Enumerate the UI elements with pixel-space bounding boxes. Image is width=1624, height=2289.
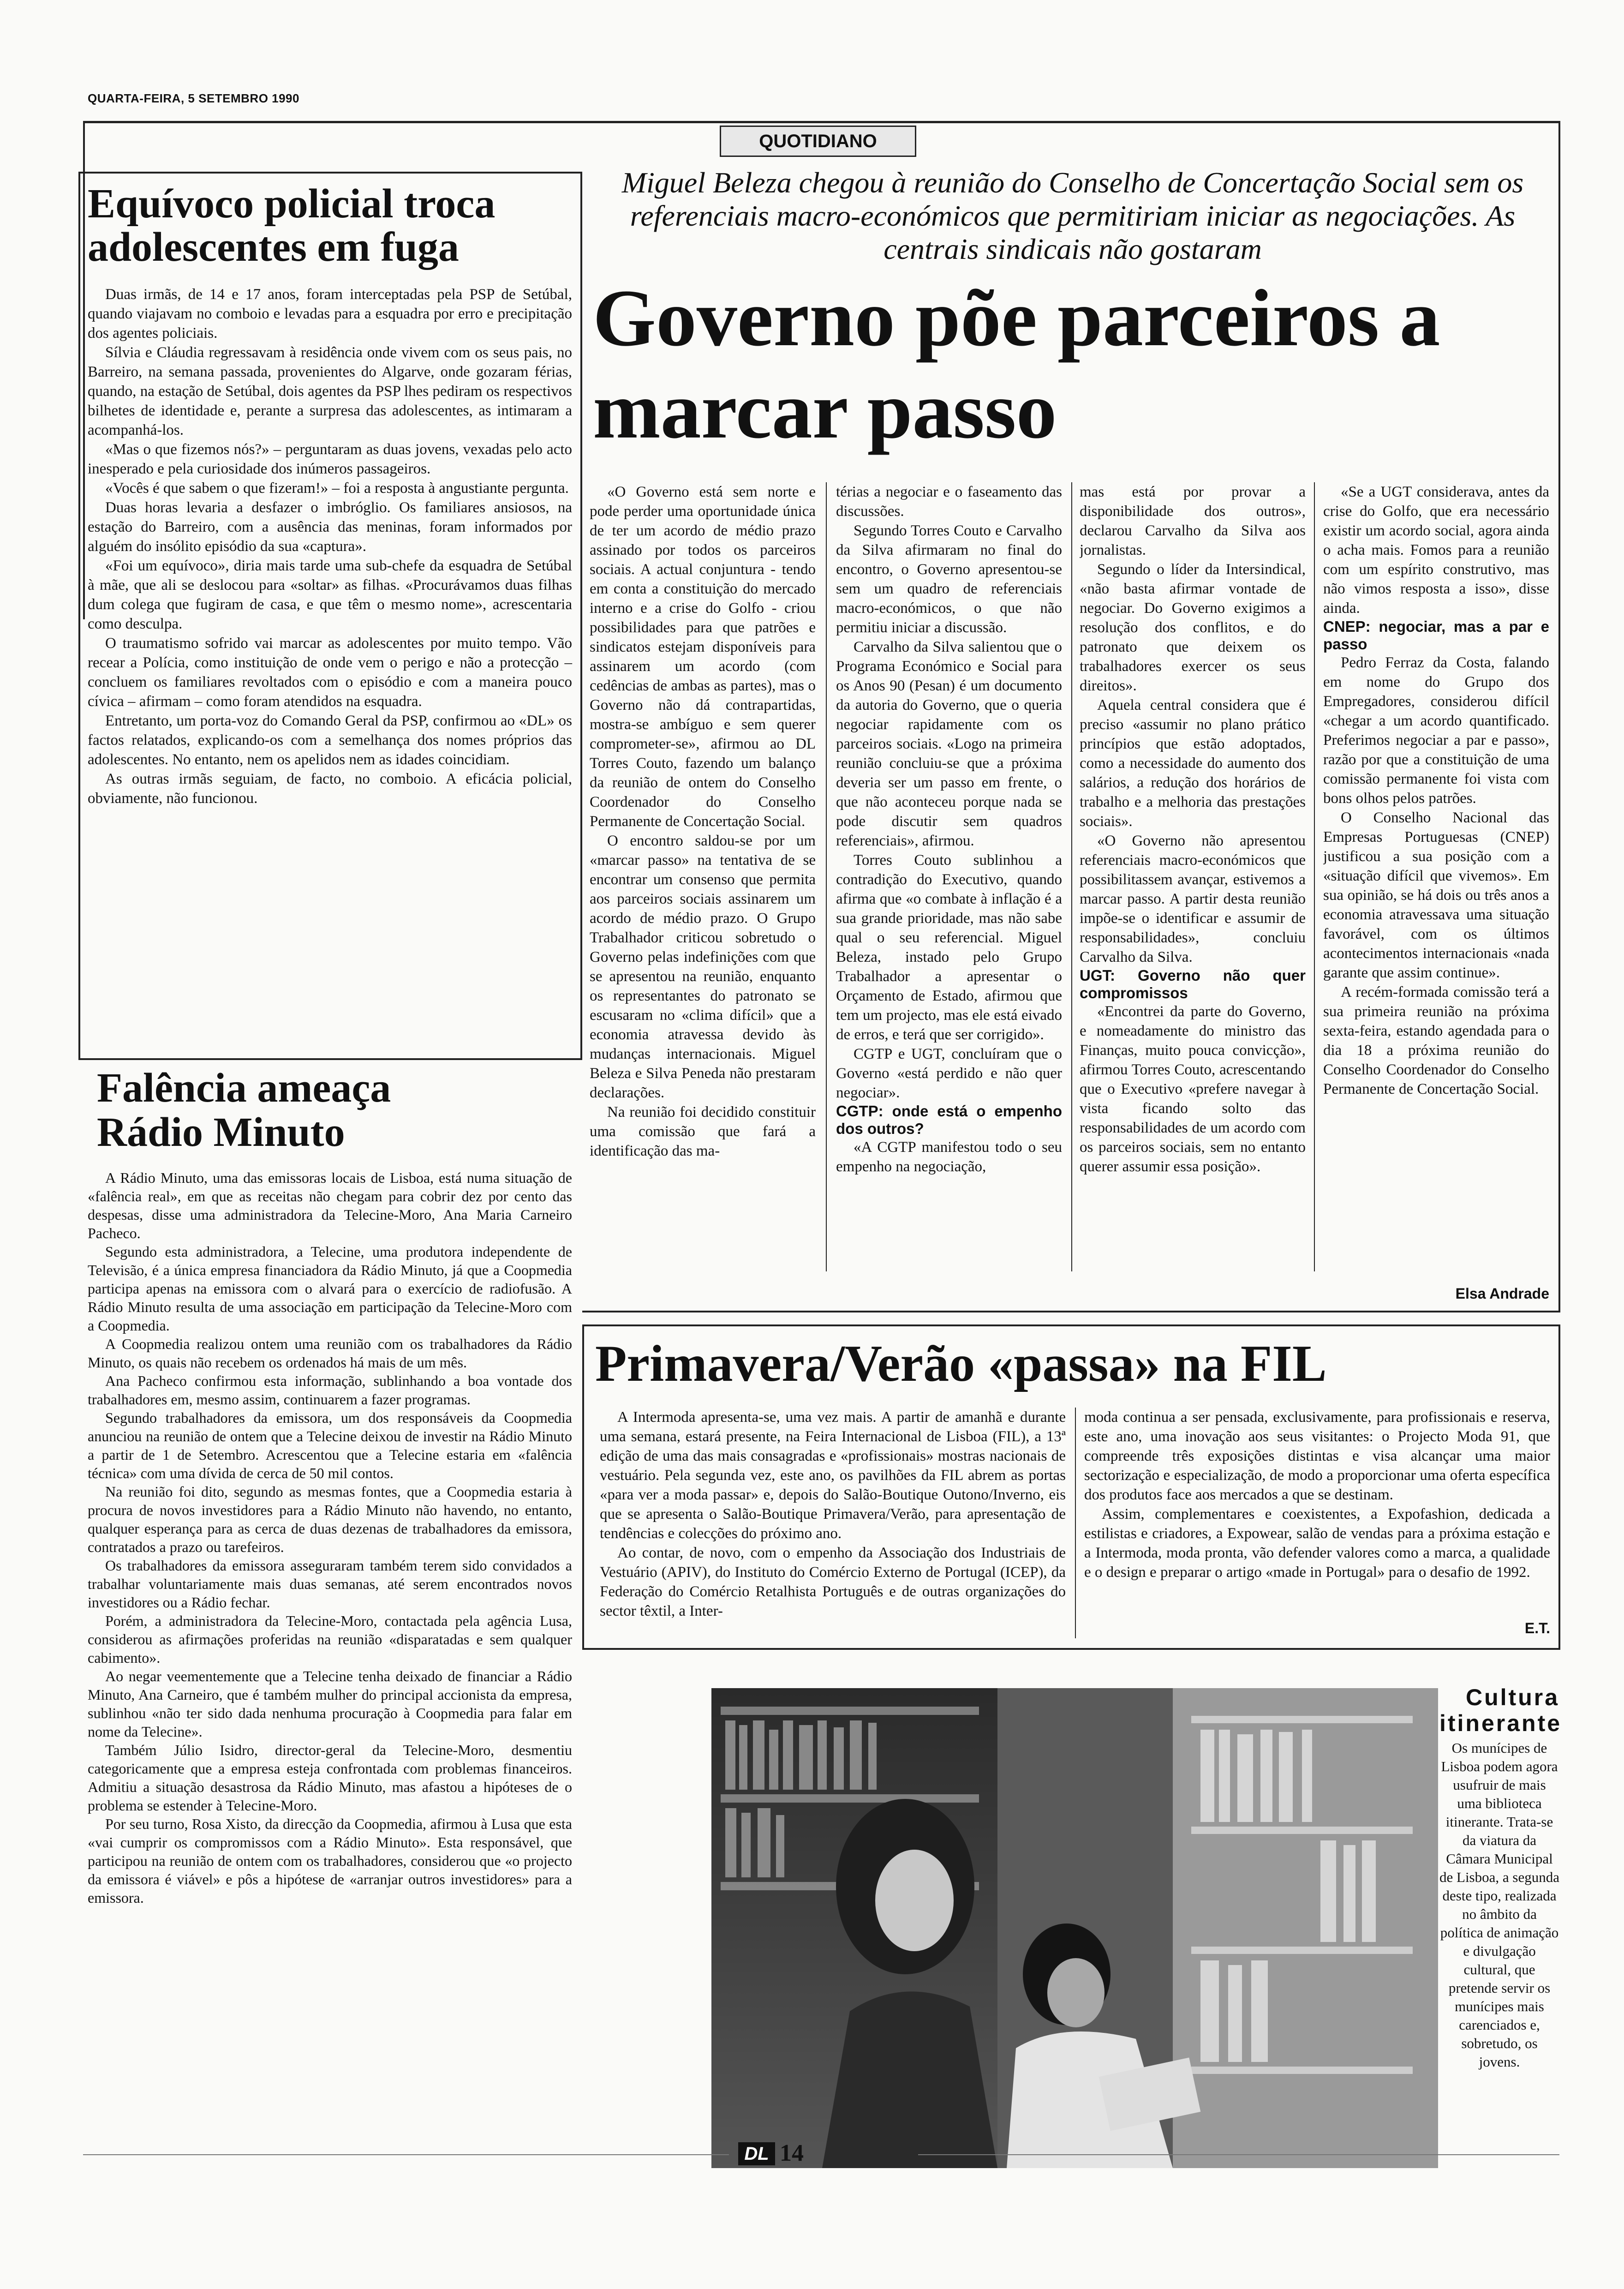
main-col-4 bbox=[1323, 482, 1549, 1290]
article-equivoco-title: Equívoco policial troca adolescentes em fuga bbox=[88, 181, 496, 270]
newspaper-logo: DL bbox=[738, 2142, 775, 2165]
paragraph: O traumatismo sofrido vai marcar as adolescentes por muito tempo. Vão recear a Polícia, como instituição de onde vem o perigo e não a protecção – concluem os familiares revoltados com o episódio e com a maneira pouco cívica – afirmam – como foram atendidos na esquadra. bbox=[88, 635, 572, 710]
paragraph: A Coopmedia realizou ontem uma reunião com os trabalhadores da Rádio Minuto, os quais não recebem os ordenados há mais de um mês. bbox=[88, 1336, 572, 1371]
paragraph: Carvalho da Silva salientou que o Programa Económico e Social para os Anos 90 (Pesan) é um documento da autoria do Governo, que o queria negociar rapidamente com os parceiros sociais. «Logo na primeira reunião concluiu-se que a próxima deveria ser um passo em frente, o que não aconteceu porque nada se pode discutir sem quadros referenciais», afirmou. bbox=[836, 639, 1062, 849]
paragraph: Sílvia e Cláudia regressavam à residência onde vivem com os seus pais, no Barreiro, na semana passada, provenientes do Algarve, onde gozaram férias, quando, na estação de Setúbal, dois agentes da PSP lhes pediram os respectivos bilhetes de identidade e, perante a surpresa das adolescentes, as intimaram a acompanhá-los. bbox=[88, 344, 572, 438]
main-kicker: Miguel Beleza chegou à reunião do Conselho de Concertação Social sem os referenciais macro-económicos que permitiriam iniciar as negociações. As centrais sindicais não gostaram bbox=[621, 166, 1524, 265]
photo-caption-text: Os munícipes de Lisboa podem agora usufruir de mais uma biblioteca itinerante. Trata-se da viatura da Câmara Municipal de Lisboa, a segunda deste tipo, realizada no âmbito da política de animação e divulgação cultural, que pretende servir os munícipes mais carenciados e, sobretudo, os jovens. bbox=[1439, 1740, 1559, 2070]
paragraph: Porém, a administradora da Telecine-Moro, contactada pela agência Lusa, considerou as afirmações proferidas na reunião «disparatadas e sem qualquer cabimento». bbox=[88, 1612, 572, 1666]
column-rule bbox=[826, 482, 827, 1271]
photo-caption-title: Cultura itinerante bbox=[1439, 1684, 1562, 1736]
paragraph: Na reunião foi decidido constituir uma comissão que fará a identificação das ma- bbox=[590, 1104, 816, 1159]
paragraph: Entretanto, um porta-voz do Comando Geral da PSP, confirmou ao «DL» os factos relatados, explicando-os com a semelhança dos nomes próprios das adolescentes. No entanto, nem os apelidos nem as idades coincidiam. bbox=[88, 713, 572, 768]
paragraph: Segundo esta administradora, a Telecine, uma produtora independente de Televisão, é a única empresa financiadora da Rádio Minuto, já que a Coopmedia participa apenas na emissora com o alvará para o exercício de radiofusão. A Rádio Minuto resulta de uma associação em participação da Telecine-Moro com a Coopmedia. bbox=[88, 1243, 572, 1334]
footer-rule bbox=[83, 2154, 729, 2155]
paragraph: Segundo Torres Couto e Carvalho da Silva afirmaram no final do encontro, o Governo apresentou-se sem um quadro de referenciais macro-económicos, o que não permitiu iniciar a discussão. bbox=[836, 522, 1062, 636]
paragraph: As outras irmãs seguiam, de facto, no comboio. A eficácia policial, obviamente, não funcionou. bbox=[88, 771, 572, 807]
paragraph: Ana Pacheco confirmou esta informação, sublinhando a boa vontade dos trabalhadores em, mesmo assim, continuarem a fazer programas. bbox=[88, 1372, 572, 1408]
paragraph: «Encontrei da parte do Governo, e nomeadamente do ministro das Finanças, muito pouca convicção», afirmou Torres Couto, acrescentando que o Executivo «prefere navegar à vista ficando solto das responsabilidades de um acordo com os parceiros sociais, sem no entanto querer assumir essa posição». bbox=[1080, 1003, 1306, 1175]
paragraph: Segundo o líder da Intersindical, «não basta afirmar vontade de negociar. Do Governo exigimos a resolução dos conflitos, e do patronato que deixem os trabalhadores exercer os seus direitos». bbox=[1080, 561, 1306, 694]
article-equivoco bbox=[88, 182, 572, 808]
column-rule bbox=[1075, 1408, 1076, 1638]
paragraph: A Intermoda apresenta-se, uma vez mais. A partir de amanhã e durante uma semana, estará presente, na Feira Internacional de Lisboa (FIL), a 13ª edição de uma das mais consagradas e «profissionais» mostras nacionais de vestuário. Pela segunda vez, este ano, os pavilhões da FIL abrem as portas «para ver a moda passar» e, depois do Salão-Boutique Outono/Inverno, eis que se apresenta o Salão-Boutique Primavera/Verão, para apresentação de tendências e colecções do próximo ano. bbox=[600, 1409, 1066, 1542]
photo-illustration bbox=[711, 1688, 1438, 2168]
subheading: CNEP: negociar, mas a par e passo bbox=[1323, 618, 1549, 653]
main-col-3 bbox=[1080, 482, 1306, 1290]
paragraph: Segundo trabalhadores da emissora, um dos responsáveis da Coopmedia anunciou na reunião de ontem que a Telecine deixou de investir na Rádio Minuto a partir de 1 de Setembro. Acrescentou que a Telecine estaria em «falência técnica» com uma dívida de cerca de 50 mil contos. bbox=[88, 1409, 572, 1481]
paragraph: Duas irmãs, de 14 e 17 anos, foram interceptadas pela PSP de Setúbal, quando viajavam no comboio e levadas para a esquadra por erro e precipitação dos agentes policiais. bbox=[88, 286, 572, 342]
main-frame-right bbox=[1558, 121, 1560, 1312]
article-fil-col-1 bbox=[600, 1408, 1066, 1643]
article-fil-author: E.T. bbox=[1524, 1620, 1550, 1636]
paragraph: mas está por provar a disponibilidade dos outros», declarou Carvalho da Silva aos jornalistas. bbox=[1080, 484, 1306, 558]
paragraph: Também Júlio Isidro, director-geral da Telecine-Moro, desmentiu categoricamente que a empresa esteja confrontada com problemas financeiros. Admitiu a situação desastrosa da Rádio Minuto, mas afastou a hipóteses de o problema se estender à Telecine-Moro. bbox=[88, 1742, 572, 1814]
section-label: QUOTIDIANO bbox=[720, 126, 916, 157]
article-equivoco-body bbox=[88, 285, 572, 808]
subheading: UGT: Governo não quer compromissos bbox=[1080, 967, 1306, 1001]
article-radio-body bbox=[88, 1168, 572, 1907]
page-number: 14 bbox=[780, 2140, 804, 2166]
paragraph: «Foi um equívoco», diria mais tarde uma sub-chefe da esquadra de Setúbal à mãe, que ali se deslocou para «soltar» as filhas. «Procurávamos duas filhas dum colega que fugiram de casa, e que têm o mesmo nome», acrescentaria como desculpa. bbox=[88, 557, 572, 632]
paragraph: Aquela central considera que é preciso «assumir no plano prático princípios que estão adoptados, como a necessidade do aumento dos salários, a redução dos horários de trabalho e a melhoria das prestações sociais». bbox=[1080, 697, 1306, 830]
paragraph: Ao contar, de novo, com o empenho da Associação dos Industriais de Vestuário (APIV), do Instituto do Comércio Externo de Portugal (ICEP), da Federação do Comércio Retalhista Português e de outras organizações do sector têxtil, a Inter- bbox=[600, 1545, 1066, 1619]
paragraph: CGTP e UGT, concluíram que o Governo «está perdido e não quer negociar». bbox=[836, 1046, 1062, 1101]
paragraph: Ao negar veementemente que a Telecine tenha deixado de financiar a Rádio Minuto, Ana Carneiro, que é também mulher do principal accionista da empresa, sublinhou «não ter sido dada nenhuma procuração à Coopmedia para falar em nome da Telecine». bbox=[88, 1668, 572, 1740]
main-bottom-rule bbox=[582, 1311, 1560, 1312]
paragraph: O encontro saldou-se por um «marcar passo» na tentativa de se encontrar um consenso que permita aos parceiros sociais assinarem um acordo de médio prazo. O Grupo Trabalhador criticou sobretudo o Governo pelas indefinições com que se apresentou na reunião, enquanto os representantes do patronato se escusaram no «clima difícil» que a economia atravessa devido às mudanças internacionais. Miguel Beleza e Silva Peneda não prestaram declarações. bbox=[590, 833, 816, 1101]
article-fil-title: Primavera/Verão «passa» na FIL bbox=[595, 1335, 1327, 1392]
paragraph: «Vocês é que sabem o que fizeram!» – foi a resposta à angustiante pergunta. bbox=[105, 480, 569, 497]
paragraph: térias a negociar e o faseamento das discussões. bbox=[836, 484, 1062, 520]
paragraph: Duas horas levaria a desfazer o imbróglio. Os familiares ansiosos, na estação do Barreiro, com a ausência das meninas, foram informados por alguém do insólito episódio da sua «captura». bbox=[88, 499, 572, 555]
column-rule bbox=[1314, 482, 1315, 1271]
main-title: Governo põe parceiros a marcar passo bbox=[593, 273, 1440, 455]
paragraph: Na reunião foi dito, segundo as mesmas fontes, que a Coopmedia estaria à procura de novos investidores para a Rádio Minuto não havendo, no entanto, qualquer esperança para as cerca de duas dezenas de trabalhadores da emissora, contratados a prazo ou tarefeiros. bbox=[88, 1483, 572, 1555]
paragraph: Torres Couto sublinhou a contradição do Executivo, quando afirma que «o combate à inflação é a sua grande prioridade, mas não sabe qual o seu referencial. Miguel Beleza, instado pelo Grupo Trabalhador a apresentar o Orçamento de Estado, afirmou que tem um projecto, mas ele está eivado de erros, e terá que ser corrigido». bbox=[836, 852, 1062, 1043]
article-fil-col-2 bbox=[1084, 1408, 1550, 1611]
main-col-2 bbox=[836, 482, 1062, 1290]
paragraph: A Rádio Minuto, uma das emissoras locais de Lisboa, está numa situação de «falência real», em que as receitas não chegam para cobrir dez por cento das despesas, disse uma administradora da Telecine-Moro, Ana Maria Carneiro Pacheco. bbox=[88, 1169, 572, 1241]
paragraph: Os trabalhadores da emissora asseguraram também terem sido convidados a trabalhar voluntariamente mais duas semanas, até serem encontrados novos investidores ou a Rádio fechar. bbox=[88, 1557, 572, 1611]
paragraph: O Conselho Nacional das Empresas Portuguesas (CNEP) justificou a sua posição com a «situação difícil que vivemos». Em sua opinião, se há dois ou três anos a economia atravessava uma situação favorável, com os últimos acontecimentos internacionais «nada garante que assim continue». bbox=[1323, 809, 1549, 981]
main-author: Elsa Andrade bbox=[1455, 1285, 1549, 1302]
paragraph: «Se a UGT considerava, antes da crise do Golfo, que era necessário existir um acordo social, agora ainda o acha mais. Fomos para a reunião com um espírito construtivo, mas não vimos resposta a isso», disse ainda. bbox=[1323, 484, 1549, 617]
main-col-1 bbox=[590, 482, 816, 1290]
column-rule bbox=[1071, 482, 1072, 1271]
paragraph: «A CGTP manifestou todo o seu empenho na negociação, bbox=[836, 1139, 1062, 1175]
page-date: QUARTA-FEIRA, 5 SETEMBRO 1990 bbox=[88, 91, 299, 105]
paragraph: Assim, complementares e coexistentes, a Expofashion, dedicada a estilistas e criadores, a Expowear, salão de vendas para a próxima estação e a Intermoda, moda pronta, vão defender valores como a marca, a qualidade e o design e preparar o artigo «made in Portugal» para o desafio de 1992. bbox=[1084, 1506, 1550, 1581]
paragraph: Pedro Ferraz da Costa, falando em nome do Grupo dos Empregadores, considerou difícil «chegar a um acordo quantificado. Preferimos negociar a par e passo», razão por que a constituição de uma comissão permanente foi vista com bons olhos pelos patrões. bbox=[1323, 654, 1549, 807]
paragraph: A recém-formada comissão terá a sua primeira reunião na próxima sexta-feira, estando agendada para o dia 18 a próxima reunião do Conselho Coordenador do Conselho Permanente de Concertação Social. bbox=[1323, 984, 1549, 1097]
paragraph: «O Governo está sem norte e pode perder uma oportunidade única de ter um acordo de médio prazo assinado por todos os parceiros sociais. A actual conjuntura - tendo em conta a constituição do mercado interno e a crise do Golfo - criou possibilidades para que patrões e sindicatos estejam disponíveis para assinarem um acordo (com cedências de ambas as partes), mas o Governo não dá contrapartidas, mostra-se ambíguo e sem querer comprometer-se», afirmou ao DL Torres Couto, fazendo um balanço da reunião de ontem do Conselho Coordenador do Conselho Permanente de Concertação Social. bbox=[590, 484, 816, 830]
photo-caption bbox=[1439, 1684, 1562, 2071]
top-rule bbox=[83, 121, 1559, 123]
footer-rule bbox=[918, 2154, 1559, 2155]
paragraph: «Mas o que fizemos nós?» – perguntaram as duas jovens, vexadas pelo acto inesperado e pela curiosidade dos inúmeros passageiros. bbox=[88, 441, 572, 477]
paragraph: «O Governo não apresentou referenciais macro-económicos que possibilitassem avançar, estivemos a marcar passo. A partir desta reunião impõe-se o identificar e assumir de responsabilidades», concluiu Carvalho da Silva. bbox=[1080, 833, 1306, 965]
article-radio-minuto bbox=[88, 1066, 572, 1907]
mobile-library-photo bbox=[711, 1688, 1438, 2168]
paragraph: moda continua a ser pensada, exclusivamente, para profissionais e reserva, este ano, uma inovação aos seus visitantes: o Projecto Moda 91, que compreende três exposições distintas e visa alcançar uma maior sectorização e especialização, de modo a proporcionar uma oferta específica dos produtos face aos mercados a que se destinam. bbox=[1084, 1409, 1550, 1503]
subheading: CGTP: onde está o empenho dos outros? bbox=[836, 1103, 1062, 1137]
article-radio-title: Falência ameaça Rádio Minuto bbox=[97, 1065, 391, 1155]
paragraph: Por seu turno, Rosa Xisto, da direcção da Coopmedia, afirmou à Lusa que esta «vai cumprir os compromissos com a Rádio Minuto». Esta responsável, que participou na reunião de ontem com os trabalhadores, considerou que «o projecto da emissora é viável» e pôs a hipótese de «arranjar outros investidores» para a emissora. bbox=[88, 1816, 572, 1906]
